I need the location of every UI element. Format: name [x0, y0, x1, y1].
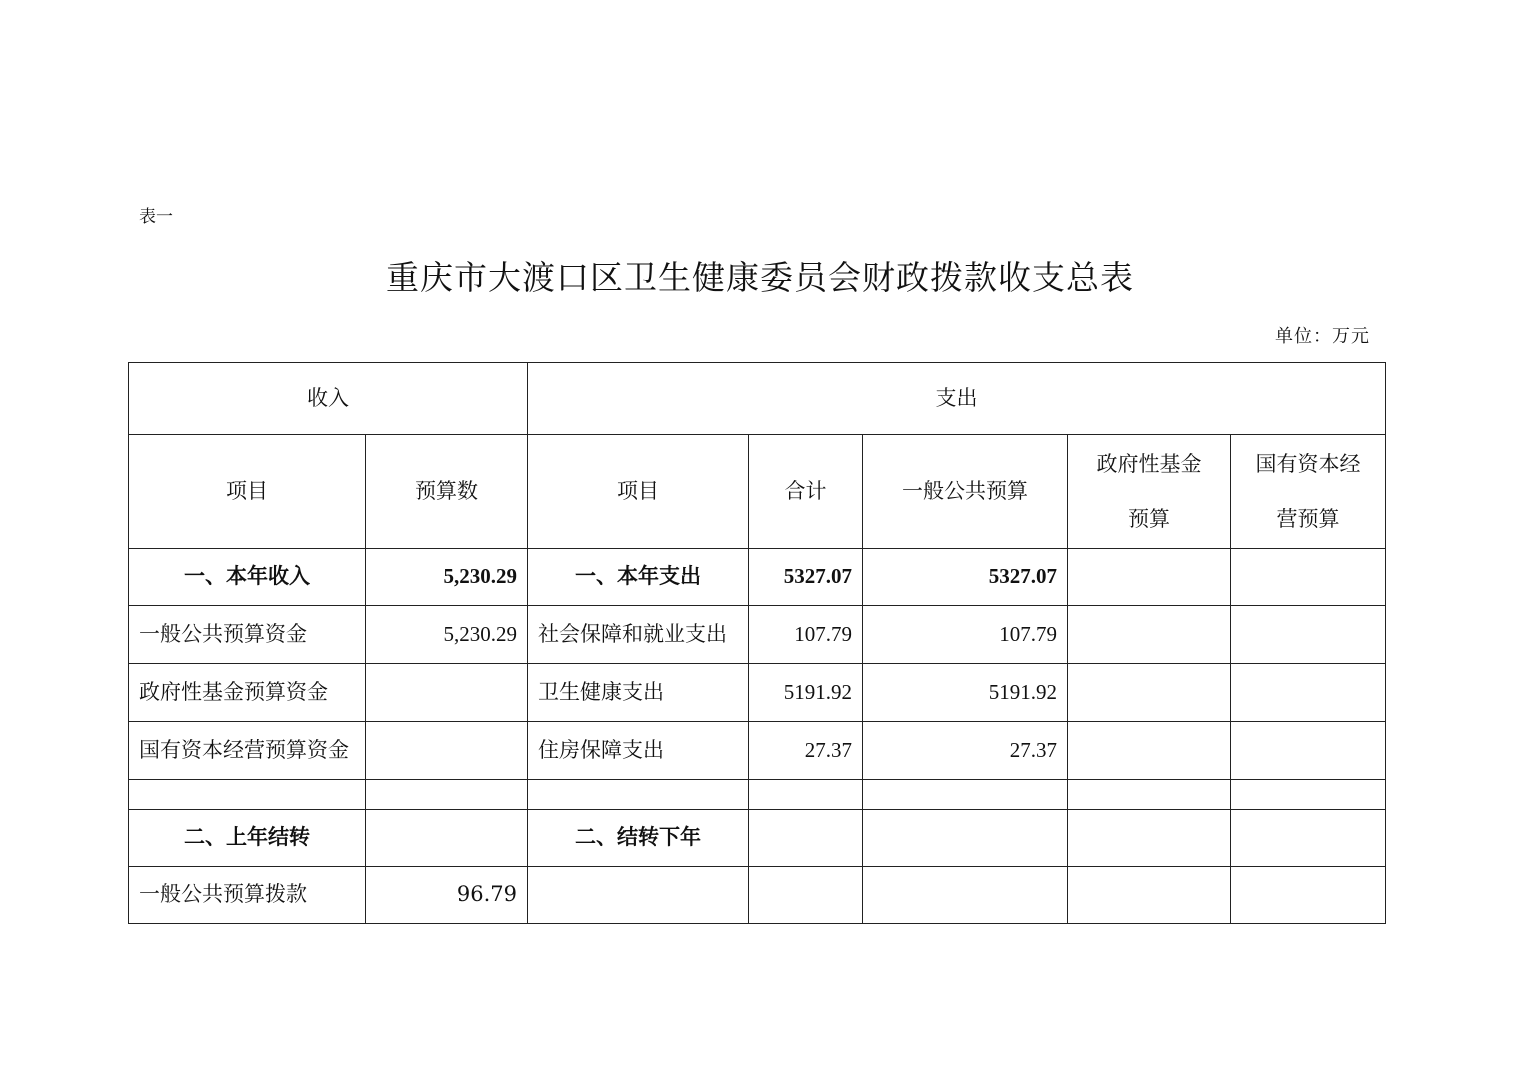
total-cell	[749, 867, 863, 924]
general-budget-cell: 107.79	[863, 606, 1068, 664]
expense-item-header: 项目	[528, 435, 749, 549]
table-row	[129, 606, 1386, 664]
income-amount-cell: 96.79	[366, 867, 528, 924]
total-cell: 27.37	[749, 722, 863, 780]
general-budget-cell: 5191.92	[863, 664, 1068, 722]
header-row-top	[129, 363, 1386, 435]
income-amount-cell: 5,230.29	[366, 549, 528, 606]
table-row	[129, 780, 1386, 810]
income-amount-cell	[366, 664, 528, 722]
budget-table	[128, 362, 1386, 924]
expense-item-cell: 住房保障支出	[528, 722, 749, 780]
unit-label: 单位：万元	[1275, 326, 1370, 347]
table-row	[129, 722, 1386, 780]
table-row	[129, 810, 1386, 867]
income-header: 收入	[129, 363, 528, 435]
state-capital-cell	[1231, 664, 1386, 722]
page-label: 表一	[139, 207, 173, 227]
gov-fund-header-line1: 政府性基金	[1096, 451, 1202, 476]
expense-item-cell: 二、结转下年	[528, 810, 749, 867]
general-budget-cell: 5327.07	[863, 549, 1068, 606]
expense-item-cell: 卫生健康支出	[528, 664, 749, 722]
gov-fund-cell	[1068, 722, 1231, 780]
state-capital-header-line1: 国有资本经	[1255, 451, 1361, 476]
total-cell: 5191.92	[749, 664, 863, 722]
gov-fund-cell	[1068, 810, 1231, 867]
expense-item-cell	[528, 867, 749, 924]
general-budget-cell: 27.37	[863, 722, 1068, 780]
income-amount-cell	[366, 810, 528, 867]
income-item-cell	[129, 780, 366, 810]
income-item-cell: 一、本年收入	[129, 549, 366, 606]
general-budget-cell	[863, 867, 1068, 924]
income-amount-cell: 5,230.29	[366, 606, 528, 664]
gov-fund-header-line2: 预算	[1128, 506, 1170, 531]
gov-fund-cell	[1068, 664, 1231, 722]
general-budget-cell	[863, 780, 1068, 810]
state-capital-header	[1231, 435, 1386, 549]
expense-header: 支出	[528, 363, 1386, 435]
state-capital-header-line2: 营预算	[1276, 506, 1340, 531]
state-capital-cell	[1231, 722, 1386, 780]
general-budget-cell	[863, 810, 1068, 867]
table-row	[129, 664, 1386, 722]
total-cell: 5327.07	[749, 549, 863, 606]
total-header: 合计	[749, 435, 863, 549]
total-cell: 107.79	[749, 606, 863, 664]
income-item-cell: 一般公共预算资金	[129, 606, 366, 664]
expense-item-cell: 一、本年支出	[528, 549, 749, 606]
income-item-cell: 一般公共预算拨款	[129, 867, 366, 924]
income-amount-cell	[366, 780, 528, 810]
expense-item-cell	[528, 780, 749, 810]
income-item-header: 项目	[129, 435, 366, 549]
income-item-cell: 二、上年结转	[129, 810, 366, 867]
gov-fund-header	[1068, 435, 1231, 549]
table-row	[129, 867, 1386, 924]
expense-item-cell: 社会保障和就业支出	[528, 606, 749, 664]
gov-fund-cell	[1068, 867, 1231, 924]
income-item-cell: 国有资本经营预算资金	[129, 722, 366, 780]
page-title: 重庆市大渡口区卫生健康委员会财政拨款收支总表	[386, 258, 1134, 297]
state-capital-cell	[1231, 810, 1386, 867]
state-capital-cell	[1231, 867, 1386, 924]
state-capital-cell	[1231, 780, 1386, 810]
gov-fund-cell	[1068, 549, 1231, 606]
income-amount-cell	[366, 722, 528, 780]
income-item-cell: 政府性基金预算资金	[129, 664, 366, 722]
state-capital-cell	[1231, 549, 1386, 606]
table-row	[129, 549, 1386, 606]
gov-fund-cell	[1068, 606, 1231, 664]
header-row-columns	[129, 435, 1386, 549]
total-cell	[749, 810, 863, 867]
gov-fund-cell	[1068, 780, 1231, 810]
general-budget-header: 一般公共预算	[863, 435, 1068, 549]
total-cell	[749, 780, 863, 810]
income-budget-header: 预算数	[366, 435, 528, 549]
state-capital-cell	[1231, 606, 1386, 664]
